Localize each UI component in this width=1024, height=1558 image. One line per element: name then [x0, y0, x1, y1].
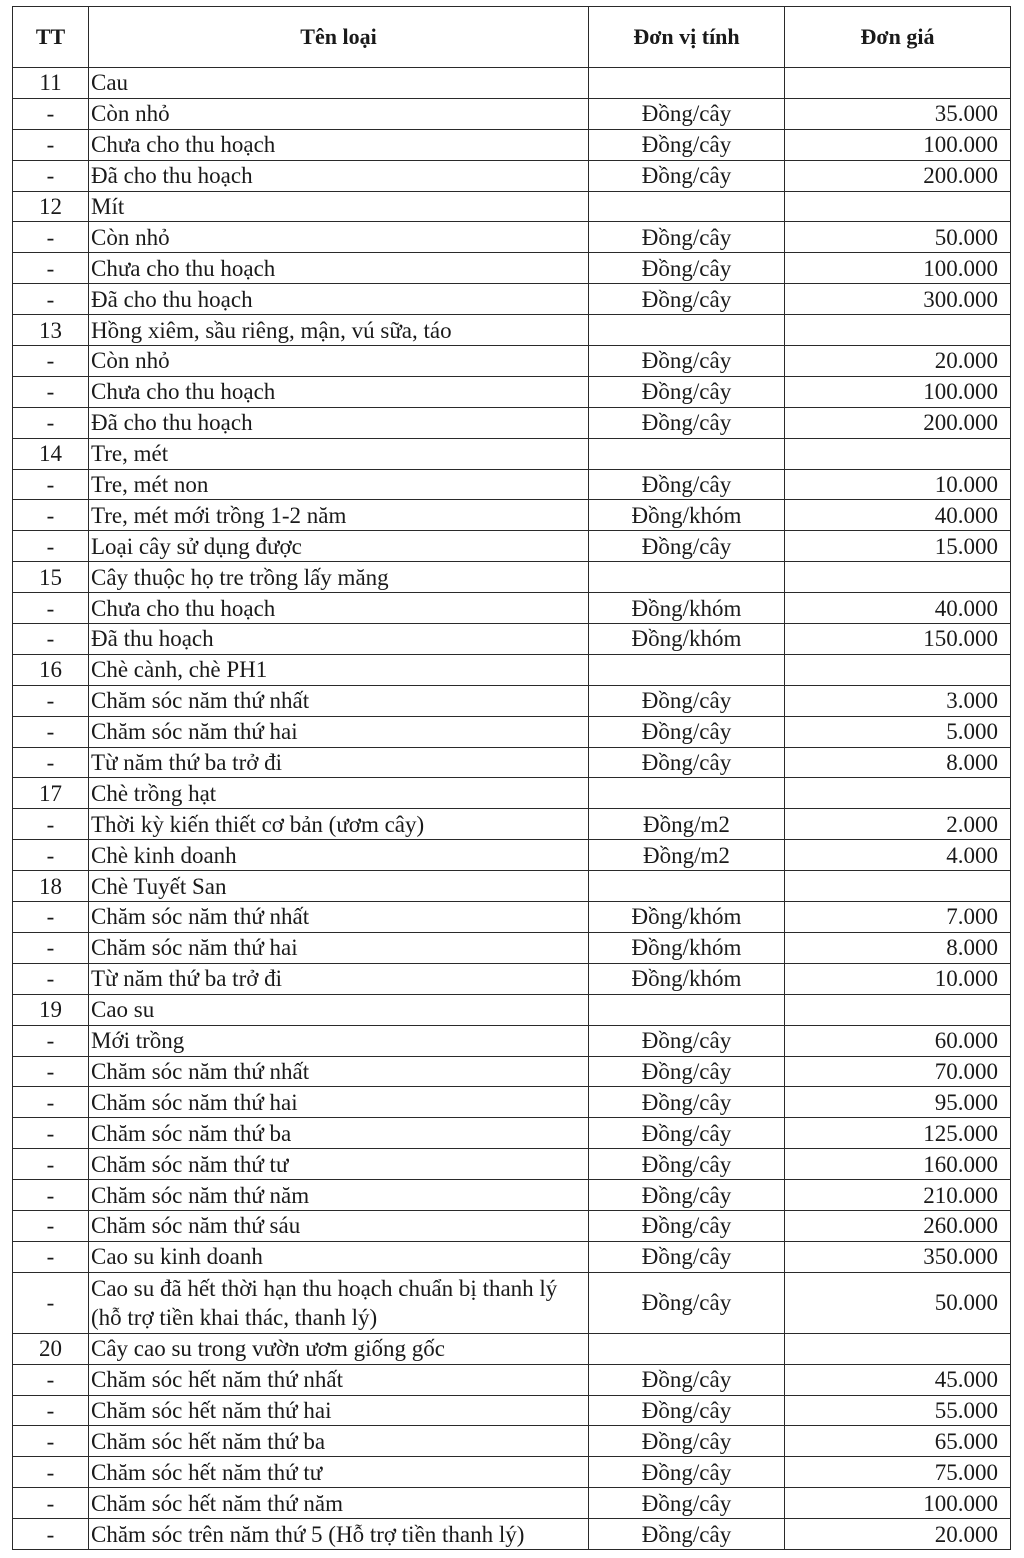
header-price: Đơn giá [785, 7, 1011, 68]
table-row [13, 1241, 1011, 1272]
row-tt: - [13, 685, 89, 716]
row-unit: Đồng/m2 [589, 840, 785, 871]
row-price: 125.000 [785, 1118, 1011, 1149]
row-price: 160.000 [785, 1149, 1011, 1180]
row-unit: Đồng/cây [589, 1488, 785, 1519]
row-tt: - [13, 98, 89, 129]
row-unit: Đồng/cây [589, 284, 785, 315]
row-name: Chưa cho thu hoạch [89, 593, 589, 624]
row-tt: - [13, 624, 89, 655]
row-tt: - [13, 129, 89, 160]
row-unit [589, 562, 785, 593]
row-name: Chè cành, chè PH1 [89, 654, 589, 685]
table-row [13, 1488, 1011, 1519]
row-unit: Đồng/khóm [589, 932, 785, 963]
row-tt: - [13, 932, 89, 963]
row-price: 20.000 [785, 346, 1011, 377]
table-header [13, 7, 1011, 68]
row-unit: Đồng/khóm [589, 624, 785, 655]
row-price: 20.000 [785, 1519, 1011, 1550]
row-name: Chăm sóc năm thứ hai [89, 932, 589, 963]
table-row [13, 253, 1011, 284]
table-row [13, 346, 1011, 377]
row-unit: Đồng/cây [589, 1364, 785, 1395]
header-name: Tên loại [89, 7, 589, 68]
row-unit: Đồng/cây [589, 469, 785, 500]
row-unit: Đồng/cây [589, 1519, 785, 1550]
table-row [13, 654, 1011, 685]
row-name: Còn nhỏ [89, 98, 589, 129]
row-price [785, 994, 1011, 1025]
header-tt: TT [13, 7, 89, 68]
row-tt: 12 [13, 191, 89, 222]
row-tt: - [13, 253, 89, 284]
row-tt: - [13, 593, 89, 624]
table-row [13, 1272, 1011, 1333]
table-row [13, 160, 1011, 191]
row-tt: - [13, 1241, 89, 1272]
table-row [13, 1364, 1011, 1395]
row-price: 65.000 [785, 1426, 1011, 1457]
table-row [13, 747, 1011, 778]
row-name: Loại cây sử dụng được [89, 531, 589, 562]
row-price: 300.000 [785, 284, 1011, 315]
table-row [13, 1118, 1011, 1149]
row-price: 8.000 [785, 932, 1011, 963]
row-unit: Đồng/cây [589, 1210, 785, 1241]
row-name: Chè trồng hạt [89, 778, 589, 809]
table-row [13, 963, 1011, 994]
row-unit: Đồng/cây [589, 1025, 785, 1056]
table-row [13, 1210, 1011, 1241]
row-unit: Đồng/cây [589, 1056, 785, 1087]
table-row [13, 376, 1011, 407]
row-unit: Đồng/m2 [589, 809, 785, 840]
row-price: 150.000 [785, 624, 1011, 655]
row-name: Chăm sóc năm thứ nhất [89, 1056, 589, 1087]
table-row [13, 1519, 1011, 1550]
row-name: Thời kỳ kiến thiết cơ bản (ươm cây) [89, 809, 589, 840]
row-name: Chưa cho thu hoạch [89, 253, 589, 284]
row-tt: - [13, 1457, 89, 1488]
table-row [13, 1333, 1011, 1364]
row-price: 55.000 [785, 1395, 1011, 1426]
table-row [13, 98, 1011, 129]
table-row [13, 840, 1011, 871]
table-row [13, 1087, 1011, 1118]
row-name: Chưa cho thu hoạch [89, 376, 589, 407]
row-unit: Đồng/cây [589, 1241, 785, 1272]
row-name: Chăm sóc năm thứ sáu [89, 1210, 589, 1241]
row-tt: - [13, 1426, 89, 1457]
row-price: 10.000 [785, 963, 1011, 994]
row-price: 70.000 [785, 1056, 1011, 1087]
table-row [13, 469, 1011, 500]
row-name: Chăm sóc hết năm thứ ba [89, 1426, 589, 1457]
row-tt: - [13, 1364, 89, 1395]
row-price: 100.000 [785, 1488, 1011, 1519]
row-unit: Đồng/cây [589, 1272, 785, 1333]
row-tt: - [13, 1087, 89, 1118]
row-name: Chăm sóc hết năm thứ hai [89, 1395, 589, 1426]
row-unit [589, 191, 785, 222]
row-price [785, 871, 1011, 902]
row-unit: Đồng/cây [589, 1087, 785, 1118]
row-unit: Đồng/cây [589, 716, 785, 747]
row-tt: - [13, 500, 89, 531]
row-tt: 13 [13, 315, 89, 346]
row-unit: Đồng/cây [589, 747, 785, 778]
row-price: 200.000 [785, 407, 1011, 438]
row-name: Chưa cho thu hoạch [89, 129, 589, 160]
row-price: 4.000 [785, 840, 1011, 871]
row-name: Chè kinh doanh [89, 840, 589, 871]
row-unit [589, 1333, 785, 1364]
header-row [13, 7, 1011, 68]
row-price [785, 562, 1011, 593]
row-price: 5.000 [785, 716, 1011, 747]
row-tt: - [13, 284, 89, 315]
row-tt: - [13, 902, 89, 933]
row-price: 260.000 [785, 1210, 1011, 1241]
row-tt: - [13, 222, 89, 253]
row-price: 200.000 [785, 160, 1011, 191]
row-name: Tre, mét non [89, 469, 589, 500]
row-unit: Đồng/khóm [589, 963, 785, 994]
table-row [13, 407, 1011, 438]
table-row [13, 1025, 1011, 1056]
table-row [13, 994, 1011, 1025]
row-tt: - [13, 1395, 89, 1426]
row-name: Chăm sóc năm thứ nhất [89, 902, 589, 933]
row-tt: 16 [13, 654, 89, 685]
table-row [13, 315, 1011, 346]
row-name: Cao su đã hết thời hạn thu hoạch chuẩn bị thanh lý (hỗ trợ tiền khai thác, thanh lý) [89, 1272, 589, 1333]
table-row [13, 871, 1011, 902]
row-tt: - [13, 1519, 89, 1550]
row-unit: Đồng/cây [589, 129, 785, 160]
row-tt: 15 [13, 562, 89, 593]
row-unit: Đồng/cây [589, 160, 785, 191]
row-tt: 19 [13, 994, 89, 1025]
header-unit: Đơn vị tính [589, 7, 785, 68]
row-tt: - [13, 160, 89, 191]
row-unit: Đồng/cây [589, 1457, 785, 1488]
table-row [13, 531, 1011, 562]
table-row [13, 129, 1011, 160]
row-tt: - [13, 747, 89, 778]
row-unit: Đồng/cây [589, 1118, 785, 1149]
row-unit: Đồng/cây [589, 1149, 785, 1180]
table-row [13, 1457, 1011, 1488]
table-row [13, 1056, 1011, 1087]
row-name: Còn nhỏ [89, 222, 589, 253]
row-unit [589, 438, 785, 469]
row-tt: - [13, 1025, 89, 1056]
row-name: Cau [89, 68, 589, 99]
row-price [785, 191, 1011, 222]
table-row [13, 809, 1011, 840]
row-name: Còn nhỏ [89, 346, 589, 377]
row-name: Chè Tuyết San [89, 871, 589, 902]
row-tt: - [13, 1056, 89, 1087]
table-body [13, 68, 1011, 1550]
row-price: 10.000 [785, 469, 1011, 500]
row-unit: Đồng/cây [589, 685, 785, 716]
row-unit: Đồng/khóm [589, 902, 785, 933]
row-price: 45.000 [785, 1364, 1011, 1395]
row-name: Chăm sóc hết năm thứ nhất [89, 1364, 589, 1395]
row-name: Đã cho thu hoạch [89, 160, 589, 191]
row-name: Đã cho thu hoạch [89, 284, 589, 315]
document-page [12, 6, 1010, 1550]
table-row [13, 438, 1011, 469]
row-name: Chăm sóc năm thứ nhất [89, 685, 589, 716]
row-name: Chăm sóc năm thứ ba [89, 1118, 589, 1149]
table-row [13, 68, 1011, 99]
row-name: Chăm sóc hết năm thứ năm [89, 1488, 589, 1519]
row-price: 350.000 [785, 1241, 1011, 1272]
row-unit: Đồng/cây [589, 1395, 785, 1426]
row-price: 100.000 [785, 376, 1011, 407]
row-name: Chăm sóc năm thứ tư [89, 1149, 589, 1180]
row-price: 100.000 [785, 129, 1011, 160]
row-price: 8.000 [785, 747, 1011, 778]
row-name: Mới trồng [89, 1025, 589, 1056]
row-tt: - [13, 531, 89, 562]
row-unit: Đồng/cây [589, 1426, 785, 1457]
row-unit: Đồng/khóm [589, 593, 785, 624]
table-row [13, 284, 1011, 315]
row-tt: - [13, 376, 89, 407]
row-unit [589, 654, 785, 685]
table-row [13, 500, 1011, 531]
row-unit: Đồng/cây [589, 98, 785, 129]
row-price: 100.000 [785, 253, 1011, 284]
row-name: Tre, mét [89, 438, 589, 469]
row-price: 40.000 [785, 500, 1011, 531]
table-row [13, 685, 1011, 716]
row-name: Đã cho thu hoạch [89, 407, 589, 438]
row-price: 2.000 [785, 809, 1011, 840]
row-price: 50.000 [785, 1272, 1011, 1333]
row-tt: - [13, 407, 89, 438]
table-row [13, 1426, 1011, 1457]
row-name: Cây cao su trong vườn ươm giống gốc [89, 1333, 589, 1364]
row-unit: Đồng/cây [589, 222, 785, 253]
row-tt: - [13, 809, 89, 840]
table-row [13, 624, 1011, 655]
row-price [785, 68, 1011, 99]
table-row [13, 932, 1011, 963]
row-price: 35.000 [785, 98, 1011, 129]
row-tt: - [13, 1118, 89, 1149]
row-unit: Đồng/cây [589, 531, 785, 562]
row-price: 3.000 [785, 685, 1011, 716]
row-unit: Đồng/cây [589, 407, 785, 438]
row-name: Cao su kinh doanh [89, 1241, 589, 1272]
table-row [13, 716, 1011, 747]
table-row [13, 191, 1011, 222]
row-tt: - [13, 469, 89, 500]
row-name: Chăm sóc năm thứ năm [89, 1180, 589, 1211]
row-price: 60.000 [785, 1025, 1011, 1056]
row-tt: - [13, 346, 89, 377]
row-price: 210.000 [785, 1180, 1011, 1211]
table-row [13, 222, 1011, 253]
table-row [13, 593, 1011, 624]
row-name: Mít [89, 191, 589, 222]
row-price [785, 654, 1011, 685]
row-name: Đã thu hoạch [89, 624, 589, 655]
row-tt: 18 [13, 871, 89, 902]
row-unit: Đồng/cây [589, 346, 785, 377]
row-tt: - [13, 963, 89, 994]
table-row [13, 562, 1011, 593]
row-unit: Đồng/cây [589, 1180, 785, 1211]
row-unit [589, 871, 785, 902]
row-name: Tre, mét mới trồng 1-2 năm [89, 500, 589, 531]
row-name: Chăm sóc năm thứ hai [89, 1087, 589, 1118]
row-price [785, 778, 1011, 809]
row-tt: - [13, 1488, 89, 1519]
row-price [785, 315, 1011, 346]
row-name: Từ năm thứ ba trở đi [89, 747, 589, 778]
table-row [13, 902, 1011, 933]
row-tt: 11 [13, 68, 89, 99]
table-row [13, 1395, 1011, 1426]
row-price: 75.000 [785, 1457, 1011, 1488]
row-unit [589, 994, 785, 1025]
row-price: 15.000 [785, 531, 1011, 562]
row-tt: 20 [13, 1333, 89, 1364]
row-tt: - [13, 1149, 89, 1180]
row-tt: - [13, 840, 89, 871]
price-table [12, 6, 1011, 1550]
row-price: 50.000 [785, 222, 1011, 253]
row-price [785, 1333, 1011, 1364]
row-tt: - [13, 1272, 89, 1333]
row-price: 7.000 [785, 902, 1011, 933]
row-tt: 14 [13, 438, 89, 469]
row-price [785, 438, 1011, 469]
table-row [13, 1180, 1011, 1211]
row-tt: - [13, 1210, 89, 1241]
row-name: Từ năm thứ ba trở đi [89, 963, 589, 994]
row-price: 95.000 [785, 1087, 1011, 1118]
row-unit [589, 68, 785, 99]
row-name: Cây thuộc họ tre trồng lấy măng [89, 562, 589, 593]
row-unit: Đồng/cây [589, 253, 785, 284]
row-name: Chăm sóc trên năm thứ 5 (Hỗ trợ tiền thanh lý) [89, 1519, 589, 1550]
row-unit: Đồng/cây [589, 376, 785, 407]
row-name: Hồng xiêm, sầu riêng, mận, vú sữa, táo [89, 315, 589, 346]
row-name: Cao su [89, 994, 589, 1025]
row-tt: - [13, 1180, 89, 1211]
row-unit [589, 778, 785, 809]
table-row [13, 778, 1011, 809]
table-row [13, 1149, 1011, 1180]
row-unit: Đồng/khóm [589, 500, 785, 531]
row-name: Chăm sóc hết năm thứ tư [89, 1457, 589, 1488]
row-name: Chăm sóc năm thứ hai [89, 716, 589, 747]
row-tt: - [13, 716, 89, 747]
row-price: 40.000 [785, 593, 1011, 624]
row-unit [589, 315, 785, 346]
row-tt: 17 [13, 778, 89, 809]
